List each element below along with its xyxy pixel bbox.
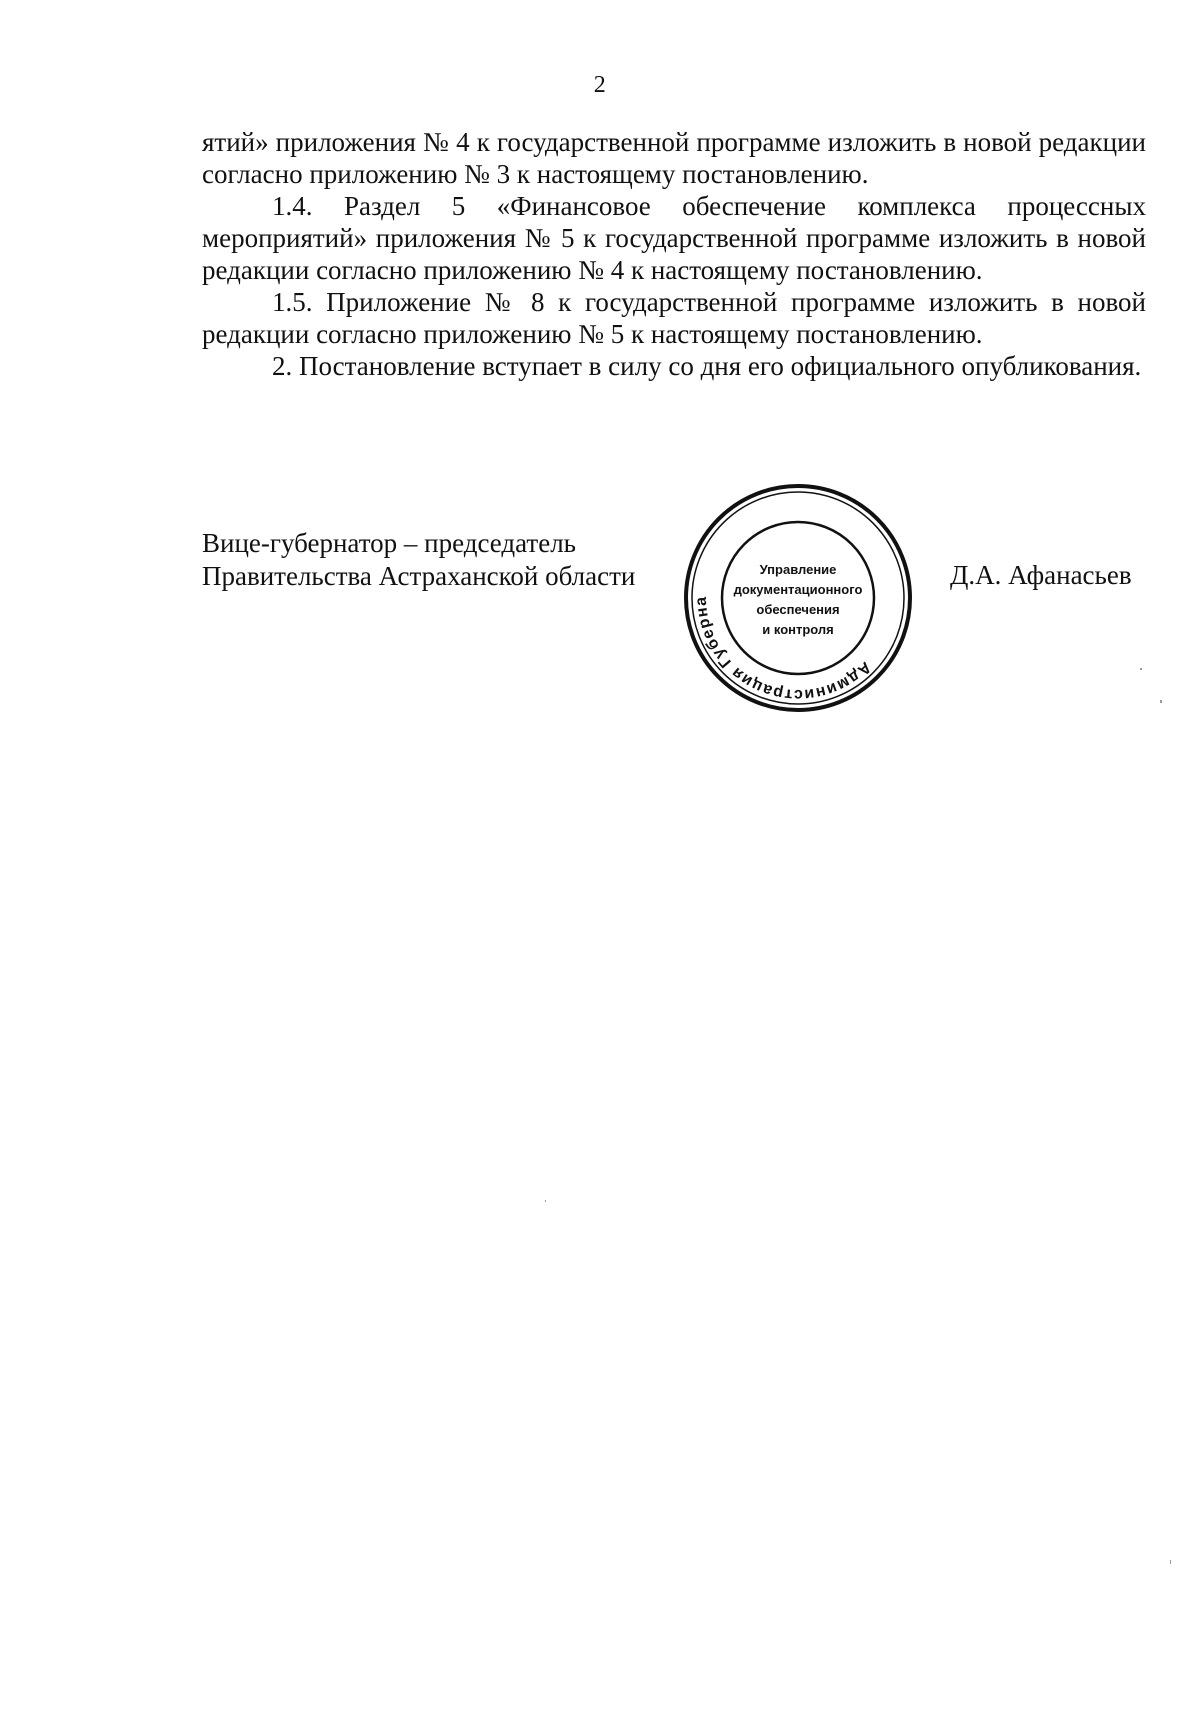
paragraph-3: 1.5. Приложение № 8 к государственной программе изложить в новой редакции согласно приложению № 5 к настоящему постановлению. — [202, 287, 1146, 349]
paragraph-4: 2. Постановление вступает в силу со дня его официального опубликования. — [272, 351, 1142, 381]
signer-position-line-1: Вице-губернатор – председатель — [202, 528, 576, 558]
signer-name: Д.А. Афанасьев — [950, 560, 1132, 590]
seal-center-line-4: и контроля — [762, 622, 834, 637]
scan-speck — [1140, 668, 1142, 670]
body-text — [202, 126, 1146, 382]
seal-ring-text: Администрация Губерна — [692, 595, 875, 704]
seal-center-line-1: Управление — [759, 562, 837, 577]
paragraph-1: ятий» приложения № 4 к государственной программе изложить в новой редакции согласно приложению № 3 к настоящему постановлению. — [202, 127, 1146, 189]
page-number: 2 — [593, 72, 607, 98]
official-seal-stamp — [678, 478, 918, 718]
seal-inner-ring — [722, 522, 874, 674]
scan-speck — [1170, 1560, 1171, 1564]
scan-speck — [1160, 700, 1162, 703]
paragraph-2: 1.4. Раздел 5 «Финансовое обеспечение комплекса процессных мероприятий» приложения № 5 к государственной программе изложить в новой редакции согласно приложению № 4 к настоящему постановлению. — [202, 191, 1146, 285]
signer-position-line-2: Правительства Астраханской области — [202, 561, 636, 591]
scan-speck — [545, 1200, 546, 1202]
seal-center-line-3: обеспечения — [756, 602, 840, 617]
seal-svg — [678, 478, 918, 718]
signer-position — [202, 527, 635, 593]
seal-center-line-2: документационного — [733, 582, 863, 597]
seal-outer-ring — [686, 486, 910, 710]
